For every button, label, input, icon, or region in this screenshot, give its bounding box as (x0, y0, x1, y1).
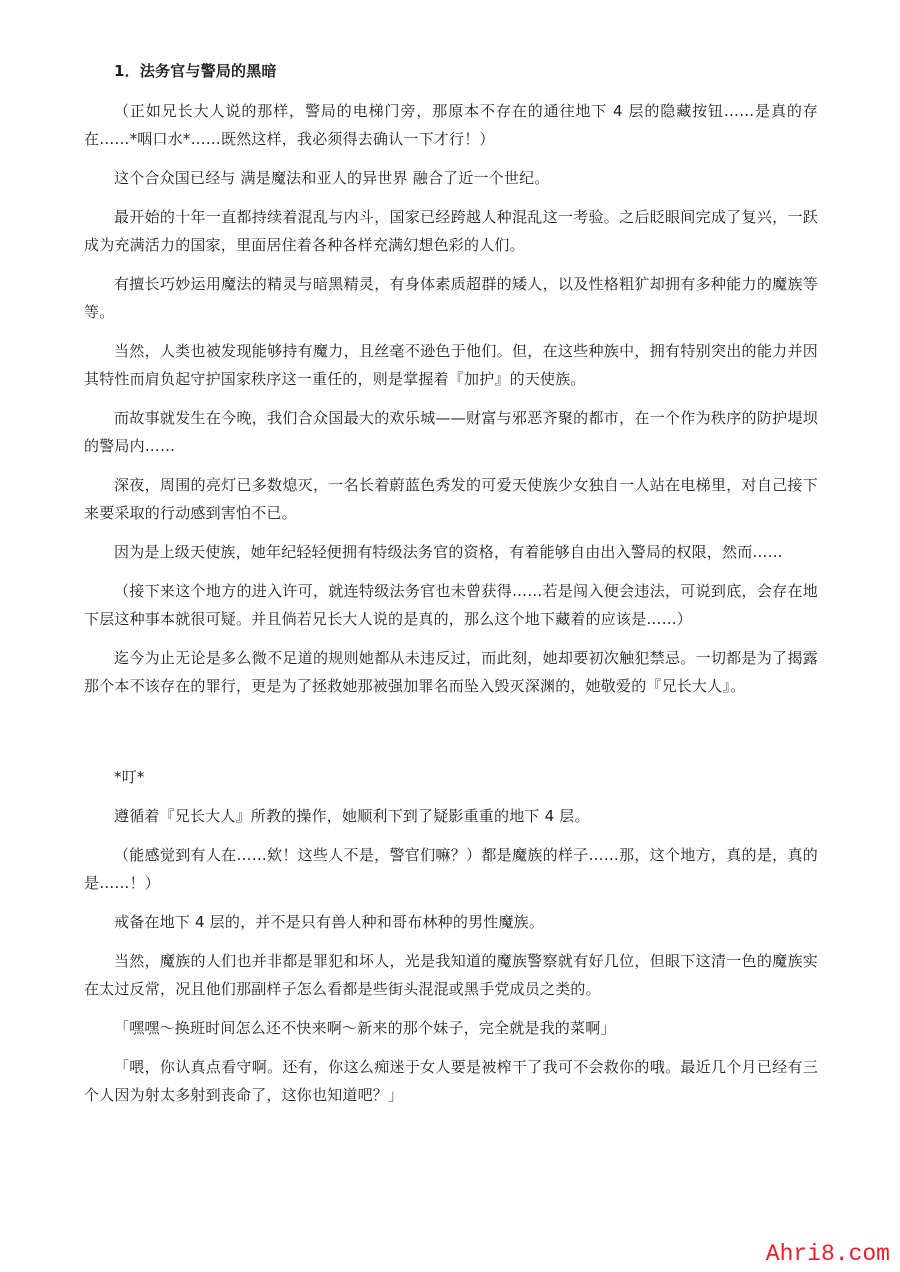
paragraph: 而故事就发生在今晚，我们合众国最大的欢乐城——财富与邪恶齐聚的都市，在一个作为秩序的防护堤坝的警局内…… (84, 409, 818, 455)
paragraph: 迄今为止无论是多么微不足道的规则她都从未违反过，而此刻，她却要初次触犯禁忌。一切都是为了揭露那个本不该存在的罪行，更是为了拯救她那被强加罪名而坠入毁灭深渊的，她敬爱的『兄长大人』。 (84, 649, 818, 695)
document-content (84, 57, 818, 1120)
paragraph: 当然，人类也被发现能够持有魔力，且丝毫不逊色于他们。但，在这些种族中，拥有特别突出的能力并因其特性而肩负起守护国家秩序这一重任的，则是掌握着『加护』的天使族。 (84, 342, 818, 388)
paragraph: （接下来这个地方的进入许可，就连特级法务官也未曾获得……若是闯入便会违法，可说到底，会存在地下层这种事本就很可疑。并且倘若兄长大人说的是真的，那么这个地下藏着的应该是……） (84, 582, 818, 628)
paragraph: 戒备在地下 4 层的，并不是只有兽人种和哥布林种的男性魔族。 (114, 913, 545, 931)
site-watermark: Ahri8.com (765, 1241, 890, 1267)
paragraph: *叮* (114, 768, 145, 786)
paragraph: 「喂，你认真点看守啊。还有，你这么痴迷于女人要是被榨干了我可不会救你的哦。最近几个月已经有三个人因为射太多射到丧命了，这你也知道吧？」 (84, 1058, 818, 1104)
paragraph: （能感觉到有人在……欸！这些人不是，警官们嘛？）都是魔族的样子……那，这个地方，真的是，真的是……！） (84, 846, 818, 892)
paragraph: 遵循着『兄长大人』所教的操作，她顺利下到了疑影重重的地下 4 层。 (114, 807, 590, 825)
paragraph: 最开始的十年一直都持续着混乱与内斗，国家已经跨越人种混乱这一考验。之后眨眼间完成了复兴，一跃成为充满活力的国家，里面居住着各种各样充满幻想色彩的人们。 (84, 208, 818, 254)
section-gap (84, 711, 818, 763)
paragraph: （正如兄长大人说的那样，警局的电梯门旁，那原本不存在的通往地下 4 层的隐藏按钮……是真的存在……*咽口水*……既然这样，我必须得去确认一下才行！） (84, 102, 818, 148)
paragraph: 当然，魔族的人们也并非都是罪犯和坏人，光是我知道的魔族警察就有好几位，但眼下这清一色的魔族实在太过反常，况且他们那副样子怎么看都是些街头混混或黑手党成员之类的。 (84, 952, 818, 998)
paragraph: 深夜，周围的亮灯已多数熄灭，一名长着蔚蓝色秀发的可爱天使族少女独自一人站在电梯里，对自己接下来要采取的行动感到害怕不已。 (84, 476, 818, 522)
paragraph: 「嘿嘿〜换班时间怎么还不快来啊〜新来的那个妹子，完全就是我的菜啊」 (114, 1019, 616, 1037)
paragraph: 因为是上级天使族，她年纪轻轻便拥有特级法务官的资格，有着能够自由出入警局的权限，然而…… (114, 543, 783, 561)
paragraph: 有擅长巧妙运用魔法的精灵与暗黑精灵，有身体素质超群的矮人，以及性格粗犷却拥有多种能力的魔族等等。 (84, 275, 818, 321)
paragraph: 这个合众国已经与 满是魔法和亚人的异世界 融合了近一个世纪。 (114, 169, 550, 187)
chapter-title: 1．法务官与警局的黑暗 (114, 62, 277, 80)
